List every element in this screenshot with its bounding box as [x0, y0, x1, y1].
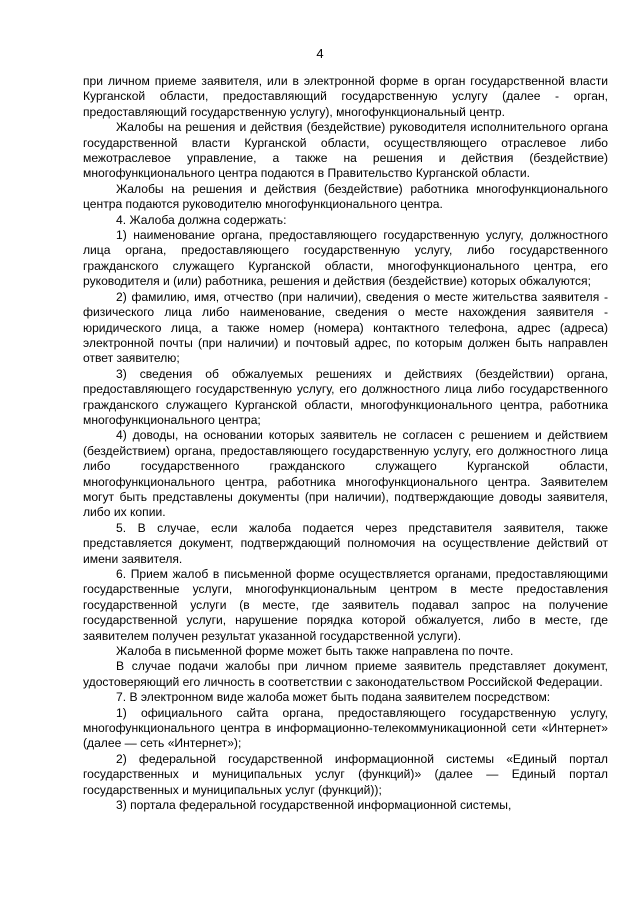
paragraph-section-4-heading: 4. Жалоба должна содержать: — [116, 212, 287, 227]
paragraph-item-4-1: 1) наименование органа, предоставляющего государственную услугу, должностного лица органа, предоставляющего государственную услугу, либо государственного гражданского служащего Курганской области, многофункционального центра, его руководителя и (или) работника, решения и действия (бездействие) которых обжалуются; — [83, 228, 608, 289]
paragraph-item-7-3: 3) портала федеральной государственной информационной системы, — [116, 798, 512, 813]
paragraph-complaints-mfc-employee: Жалобы на решения и действия (бездействие) работника многофункционального центра подаются руководителю многофункционального центра. — [83, 181, 608, 212]
paragraph-complaints-executive-authority: Жалобы на решения и действия (бездействие) руководителя исполнительного органа государственной власти Курганской области, осуществляющего отраслевое либо межотраслевое управление, а также на решения и действия (бездействие) многофункционального центра подаются в Правительство Курганской области. — [83, 120, 608, 181]
paragraph-item-4-2: 2) фамилию, имя, отчество (при наличии), сведения о месте жительства заявителя - физического лица либо наименование, сведения о месте нахождения заявителя - юридического лица, а также номер (номера) контактного телефона, адрес (адреса) электронной почты (при наличии) и почтовый адрес, по которым должен быть направлен ответ заявителю; — [83, 289, 608, 366]
paragraph-section-5: 5. В случае, если жалоба подается через представителя заявителя, также представляется документ, подтверждающий полномочия на осуществление действий от имени заявителя. — [83, 520, 608, 566]
paragraph-item-7-2: 2) федеральной государственной информационной системы «Единый портал государственных и муниципальных услуг (функций)» (далее — Единый портал государственных и муниципальных услуг (функций)); — [83, 751, 608, 797]
paragraph-item-7-1: 1) официального сайта органа, предоставляющего государственную услугу, многофункционального центра в информационно-телекоммуникационной сети «Интернет» (далее — сеть «Интернет»); — [83, 705, 608, 751]
paragraph-written-by-mail: Жалоба в письменной форме может быть также направлена по почте. — [116, 644, 514, 659]
paragraph-continuation: при личном приеме заявителя, или в электронной форме в орган государственной власти Курганской области, предоставляющий государственную услугу (далее - орган, предоставляющий государственную услугу), многофункциональный центр. — [83, 74, 608, 119]
document-body — [83, 74, 608, 814]
paragraph-section-6: 6. Прием жалоб в письменной форме осуществляется органами, предоставляющими государственные услуги, многофункциональным центром в месте предоставления государственной услуги (в месте, где заявитель подавал запрос на получение государственной услуги, нарушение порядка которой обжалуется, либо в месте, где заявителем получен результат указанной государственной услуги). — [83, 567, 608, 643]
paragraph-item-4-3: 3) сведения об обжалуемых решениях и действиях (бездействии) органа, предоставляющего государственную услугу, его должностного лица либо государственного гражданского служащего Курганской области, многофункционального центра, работника многофункционального центра; — [83, 366, 608, 427]
paragraph-personal-reception: В случае подачи жалобы при личном приеме заявитель представляет документ, удостоверяющий его личность в соответствии с законодательством Российской Федерации. — [83, 659, 608, 689]
paragraph-section-7-heading: 7. В электронном виде жалоба может быть подана заявителем посредством: — [116, 690, 551, 705]
paragraph-item-4-4: 4) доводы, на основании которых заявитель не согласен с решением и действием (бездействием) органа, предоставляющего государственную услугу, его должностного лица либо государственного гражданского служащего Курганской области, многофункционального центра, работника многофункционального центра. Заявителем могут быть представлены документы (при наличии), подтверждающие доводы заявителя, либо их копии. — [83, 428, 608, 520]
page-number: 4 — [316, 46, 324, 61]
